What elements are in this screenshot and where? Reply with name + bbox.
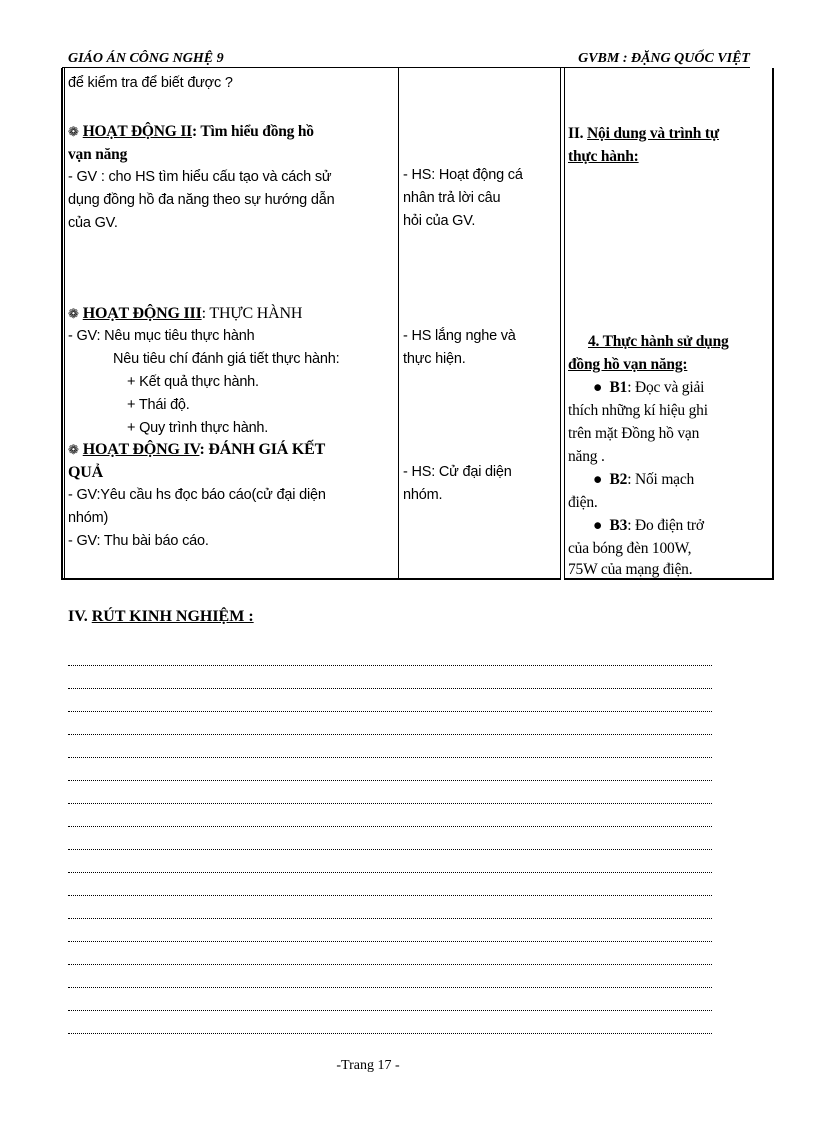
step-b1-line: năng .	[568, 448, 605, 465]
activity-3-line: Nêu tiêu chí đánh giá tiết thực hành:	[113, 351, 340, 367]
header-left: GIÁO ÁN CÔNG NGHỆ 9	[68, 51, 224, 66]
activity-4-heading: ❁ HOẠT ĐỘNG IV: ĐÁNH GIÁ KẾT	[68, 441, 326, 458]
activity-4-line: - GV: Thu bài báo cáo.	[68, 533, 209, 549]
hs-response: nhóm.	[403, 487, 443, 503]
flower-icon: ❁	[68, 124, 79, 139]
lesson-table	[61, 68, 775, 580]
activity-2-line: của GV.	[68, 215, 118, 231]
activity-3-line: + Thái độ.	[127, 397, 190, 413]
header-right: GVBM : ĐẶNG QUỐC VIỆT	[578, 51, 750, 66]
activity-3-line: + Kết quả thực hành.	[127, 374, 259, 390]
flower-icon: ❁	[68, 306, 79, 321]
hs-response: - HS lắng nghe và	[403, 328, 516, 344]
section-2-heading: II. Nội dung và trình tự	[568, 125, 719, 142]
step-b3-line: 75W của mạng điện.	[568, 561, 693, 578]
page-number: -Trang 17 -	[336, 1058, 400, 1073]
hs-response: - HS: Cử đại diện	[403, 464, 512, 480]
step-b2-line: điện.	[568, 494, 598, 511]
hs-response: - HS: Hoạt động cá	[403, 167, 523, 183]
step-b1-line: trên mặt Đồng hồ vạn	[568, 425, 700, 442]
activity-2-line: - GV : cho HS tìm hiểu cấu tạo và cách sử	[68, 169, 332, 185]
section-2-heading-2: thực hành:	[568, 148, 639, 165]
hs-response: hỏi của GV.	[403, 213, 476, 229]
activity-3-line: - GV: Nêu mục tiêu thực hành	[68, 328, 255, 344]
hs-response: nhân trả lời câu	[403, 190, 501, 206]
activity-4-heading-2: QUẢ	[68, 464, 103, 481]
activity-4-line: nhóm)	[68, 510, 109, 526]
activity-2-heading-2: vạn năng	[68, 146, 128, 163]
bullet-icon: ●	[593, 517, 610, 534]
step-b1-line: thích những kí hiệu ghi	[568, 402, 708, 419]
step-b3: ● B3: Đo điện trở	[593, 517, 704, 534]
activity-4-line: - GV:Yêu cầu hs đọc báo cáo(cử đại diện	[68, 487, 326, 503]
step-b3-line: của bóng đèn 100W,	[568, 540, 692, 557]
section-4-heading: IV. RÚT KINH NGHIỆM :	[68, 608, 254, 625]
practice-heading-2: đồng hồ vạn năng:	[568, 356, 688, 373]
bullet-icon: ●	[593, 471, 610, 488]
intro-text: để kiểm tra để biết được ?	[68, 75, 233, 91]
activity-3-heading: ❁ HOẠT ĐỘNG III: THỰC HÀNH	[68, 305, 303, 322]
flower-icon: ❁	[68, 442, 79, 457]
step-b2: ● B2: Nối mạch	[593, 471, 695, 488]
activity-2-heading: ❁ HOẠT ĐỘNG II: Tìm hiểu đồng hồ	[68, 123, 314, 140]
practice-heading: 4. Thực hành sử dụng	[588, 333, 729, 350]
hs-response: thực hiện.	[403, 351, 466, 367]
step-b1: ● B1: Đọc và giải	[593, 379, 705, 396]
activity-2-line: dụng đồng hồ đa năng theo sự hướng dẫn	[68, 192, 335, 208]
activity-3-line: + Quy trình thực hành.	[127, 420, 269, 436]
bullet-icon: ●	[593, 379, 610, 396]
